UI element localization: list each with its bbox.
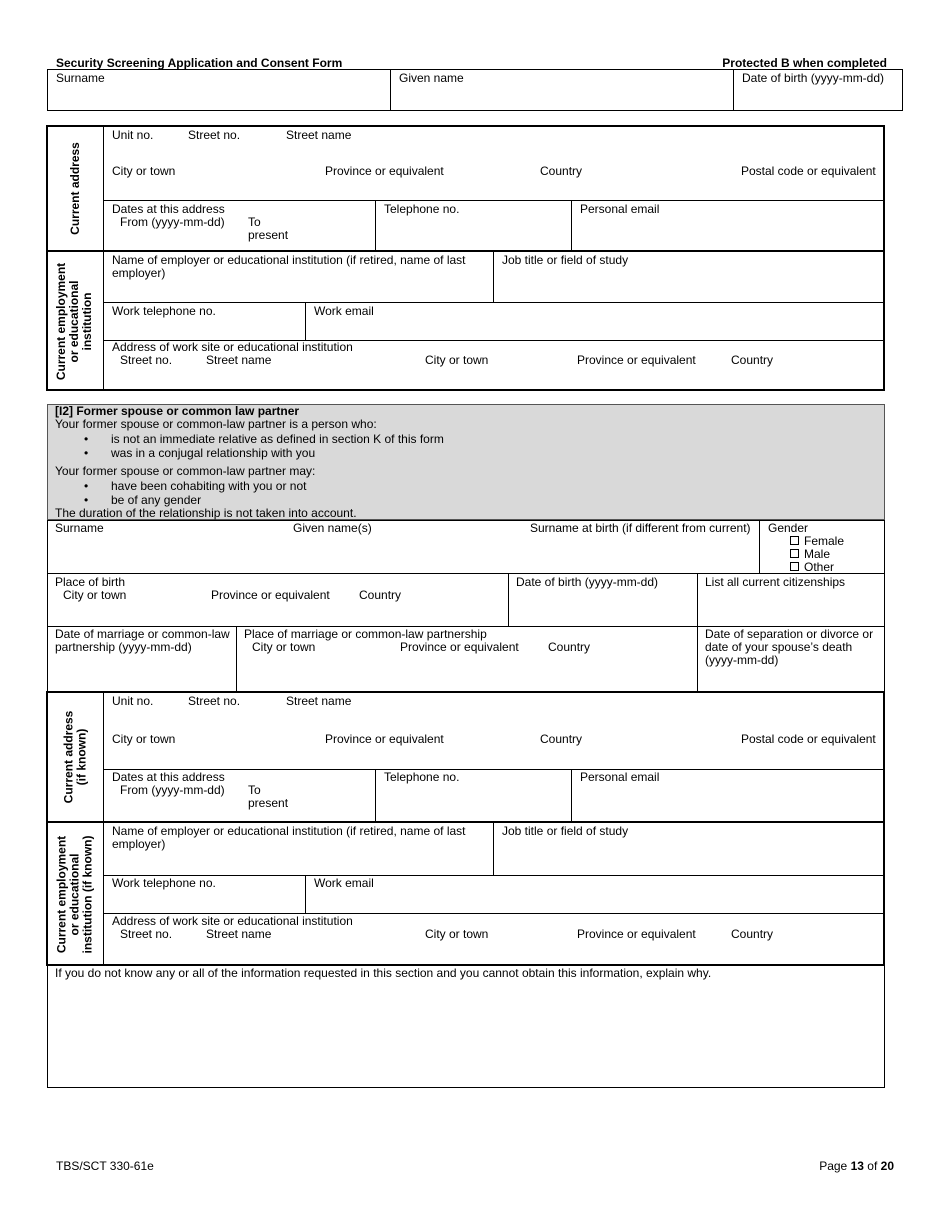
form-title: Security Screening Application and Consent Form	[56, 56, 343, 70]
dates-label: Dates at this address	[112, 770, 225, 784]
birth-city-label: City or town	[63, 588, 127, 602]
to-label: To	[248, 215, 261, 229]
work-city-label: City or town	[425, 927, 489, 941]
work-province-label: Province or equivalent	[577, 927, 696, 941]
explanation-box[interactable]	[47, 965, 885, 1088]
spouse-surname-label: Surname	[55, 521, 104, 535]
present-label: present	[248, 796, 289, 810]
telephone-label: Telephone no.	[384, 202, 460, 216]
dob-label: Date of birth (yyyy-mm-dd)	[742, 71, 885, 85]
street-name-label: Street name	[286, 694, 352, 708]
protected-label: Protected B when completed	[722, 56, 887, 70]
gender-other-checkbox[interactable]	[790, 562, 799, 571]
given-name-field[interactable]	[399, 86, 725, 106]
marriage-date-label: Date of marriage or common-law partnership (yyyy-mm-dd)	[55, 627, 230, 654]
work-city-label: City or town	[425, 353, 489, 367]
birth-country-label: Country	[359, 588, 402, 602]
work-email-label: Work email	[314, 876, 374, 890]
gender-option-label: Female	[804, 534, 845, 548]
bullet-item: have been cohabiting with you or not	[111, 479, 307, 493]
job-title-label: Job title or field of study	[502, 253, 629, 267]
province-label: Province or equivalent	[325, 732, 444, 746]
personal-email-label: Personal email	[580, 202, 660, 216]
given-name-label: Given name	[399, 71, 464, 85]
current-address-side-label: Current address	[67, 142, 82, 235]
work-street-no-label: Street no.	[120, 927, 173, 941]
page-indicator: Page 13 of 20	[819, 1159, 894, 1173]
surname-field[interactable]	[56, 86, 382, 106]
personal-email-label: Personal email	[580, 770, 660, 784]
dates-label: Dates at this address	[112, 202, 225, 216]
telephone-label: Telephone no.	[384, 770, 460, 784]
gender-label: Gender	[768, 521, 809, 535]
birth-province-label: Province or equivalent	[211, 588, 330, 602]
job-title-label: Job title or field of study	[502, 824, 629, 838]
marriage-place-label: Place of marriage or common-law partnership	[244, 627, 487, 641]
spouse-given-names-label: Given name(s)	[293, 521, 372, 535]
employer-label: Name of employer or educational institution (if retired, name of last employer)	[112, 253, 466, 280]
unit-label: Unit no.	[112, 128, 154, 142]
dob-field[interactable]	[742, 86, 896, 106]
marriage-city-label: City or town	[252, 640, 316, 654]
place-of-birth-label: Place of birth	[55, 575, 126, 589]
citizenships-label: List all current citizenships	[705, 575, 846, 589]
from-label: From (yyyy-mm-dd)	[120, 215, 225, 229]
present-label: present	[248, 228, 289, 242]
street-name-label: Street name	[286, 128, 352, 142]
separation-date-label: Date of separation or divorce or date of your spouse’s death (yyyy-mm-dd)	[705, 627, 874, 667]
postal-label: Postal code or equivalent	[741, 732, 876, 746]
work-address-label: Address of work site or educational institution	[112, 340, 353, 354]
section-i2-duration: The duration of the relationship is not taken into account.	[55, 506, 357, 520]
bullet-item: be of any gender	[111, 493, 202, 507]
explanation-label: If you do not know any or all of the information requested in this section and you cannot obtain this information, explain why.	[55, 966, 712, 980]
gender-option-label: Other	[804, 560, 835, 574]
work-telephone-label: Work telephone no.	[112, 304, 216, 318]
street-no-label: Street no.	[188, 128, 241, 142]
bullet-item: is not an immediate relative as defined in section K of this form	[111, 432, 444, 446]
work-street-name-label: Street name	[206, 353, 272, 367]
section-i2-intro2: Your former spouse or common-law partner may:	[55, 464, 316, 478]
street-no-label: Street no.	[188, 694, 241, 708]
work-telephone-label: Work telephone no.	[112, 876, 216, 890]
spouse-surname-birth-label: Surname at birth (if different from current)	[530, 521, 751, 535]
marriage-country-label: Country	[548, 640, 591, 654]
work-email-label: Work email	[314, 304, 374, 318]
unit-label: Unit no.	[112, 694, 154, 708]
work-country-label: Country	[731, 927, 774, 941]
work-street-name-label: Street name	[206, 927, 272, 941]
to-label: To	[248, 783, 261, 797]
work-country-label: Country	[731, 353, 774, 367]
marriage-province-label: Province or equivalent	[400, 640, 519, 654]
employer-label: Name of employer or educational institution (if retired, name of last employer)	[112, 824, 466, 851]
spouse-current-employment-side-label: Current employment or educational institution (if known)	[54, 835, 95, 953]
work-address-label: Address of work site or educational institution	[112, 914, 353, 928]
work-province-label: Province or equivalent	[577, 353, 696, 367]
city-label: City or town	[112, 164, 176, 178]
work-street-no-label: Street no.	[120, 353, 173, 367]
gender-option-label: Male	[804, 547, 831, 561]
gender-male-checkbox[interactable]	[790, 549, 799, 558]
province-label: Province or equivalent	[325, 164, 444, 178]
surname-label: Surname	[56, 71, 105, 85]
section-i2-title: [I2] Former spouse or common law partner	[55, 404, 300, 418]
country-label: Country	[540, 164, 583, 178]
spouse-current-address-side-label: Current address (if known)	[61, 710, 89, 804]
gender-female-checkbox[interactable]	[790, 536, 799, 545]
city-label: City or town	[112, 732, 176, 746]
from-label: From (yyyy-mm-dd)	[120, 783, 225, 797]
country-label: Country	[540, 732, 583, 746]
postal-label: Postal code or equivalent	[741, 164, 876, 178]
current-employment-side-label: Current employment or educational institution	[54, 262, 95, 380]
bullet-item: was in a conjugal relationship with you	[111, 446, 316, 460]
section-i2-intro: Your former spouse or common-law partner is a person who:	[55, 417, 377, 431]
spouse-dob-label: Date of birth (yyyy-mm-dd)	[516, 575, 659, 589]
form-number: TBS/SCT 330-61e	[56, 1159, 154, 1173]
